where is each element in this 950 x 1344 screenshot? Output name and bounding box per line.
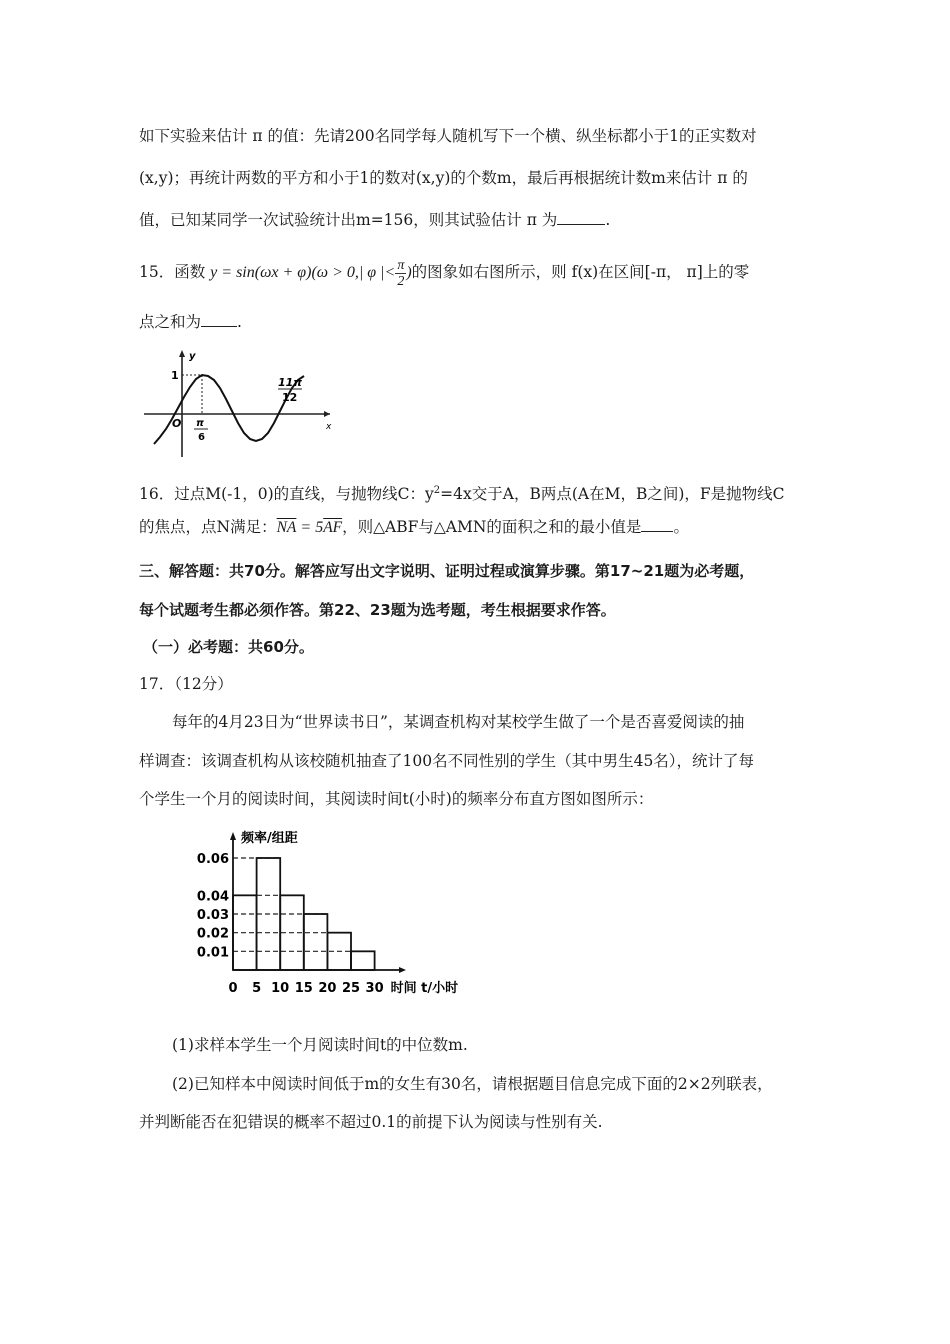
origin-label: O: [172, 417, 182, 430]
x-tick-label: 5: [252, 981, 262, 996]
p17-para3: 个学生一个月的阅读时间，其阅读时间t(小时)的频率分布直方图如图所示：: [139, 790, 654, 808]
p14-line3-text: 值，已知某同学一次试验统计出m=156，则其试验估计 π 为: [139, 211, 558, 229]
p15-formula-a: y = sin(ωx + φ)(ω > 0,| φ |<: [210, 264, 396, 281]
vector-af: $\overline{AF}$: [323, 519, 343, 536]
y-axis-label: y: [189, 351, 196, 362]
p14-line3: 值，已知某同学一次试验统计出m=156，则其试验估计 π 为 .: [139, 211, 611, 229]
x-tick-label: 25: [341, 981, 361, 996]
y-axis-title: 频率/组距: [241, 831, 298, 846]
y-tick-label: 0.03: [196, 908, 229, 923]
y-tick-label: 0.02: [196, 926, 229, 942]
y-axis-arrow-icon: [179, 350, 185, 357]
section3-line1: 三、解答题：共70分。解答应写出文字说明、证明过程或演算步骤。第17~21题为必考题，: [139, 562, 755, 580]
p15-line2: 点之和为 .: [139, 313, 242, 331]
p14-line1: 如下实验来估计 π 的值：先请200名同学每人随机写下一个横、纵坐标都小于1的正实数对: [139, 127, 757, 145]
p16-eq: = 5: [296, 519, 324, 536]
x-axis-title: 时间 t/小时: [390, 981, 459, 996]
p14-line2: (x,y)；再统计两数的平方和小于1的数对(x,y)的个数m，最后再根据统计数m来估计 π 的: [139, 169, 748, 187]
x-tick-label: 0: [228, 981, 238, 996]
x-axis-label: x: [326, 422, 332, 432]
section3-line2: 每个试题考生都必须作答。第22、23题为选考题，考生根据要求作答。: [139, 601, 616, 619]
y-axis-arrow-icon: [230, 832, 236, 840]
y-one-label: 1: [171, 369, 179, 382]
p16-line1: [139, 481, 785, 504]
p17-para2: 样调查：该调查机构从该校随机抽查了100名不同性别的学生（其中男生45名），统计了每: [139, 752, 755, 770]
pi-over-2: $\frac{\pi}{2}$: [397, 257, 405, 289]
answer-blank-16: [641, 517, 673, 532]
p17-q2-line1: (2)已知样本中阅读时间低于m的女生有30名，请根据题目信息完成下面的2×2列联表，: [172, 1075, 773, 1093]
p15-line1: [139, 252, 749, 293]
y-tick-label: 0.04: [196, 889, 229, 905]
x-tick-label: 30: [365, 981, 384, 996]
y-tick-label: 0.06: [196, 852, 229, 867]
p17-q2-line2: 并判断能否在犯错误的概率不超过0.1的前提下认为阅读与性别有关.: [139, 1113, 603, 1131]
histogram-chart: [180, 820, 490, 1005]
bar-15-20: [304, 914, 328, 970]
p16-text-c: 的焦点，点N满足：: [139, 518, 277, 536]
p16-text-b: =4x交于A，B两点(A在M，B之间)，F是抛物线C: [440, 485, 785, 504]
answer-blank-15: [201, 312, 237, 327]
vector-na: $\overline{NA}$: [276, 519, 297, 536]
eleven-pi-num: 11π: [278, 376, 303, 389]
p17-head: 17．（12分）: [139, 675, 233, 693]
p17-q1: (1)求样本学生一个月阅读时间t的中位数m.: [172, 1036, 468, 1054]
section3-sub: （一）必考题：共60分。: [143, 638, 314, 656]
x-tick-label: 20: [318, 981, 337, 996]
p15-tail: 的图象如右图所示，则 f(x)在区间[-π， π]上的零: [411, 263, 750, 281]
x-tick-label: 10: [271, 981, 290, 996]
bar-25-30: [351, 951, 375, 970]
y-tick-label: 0.01: [196, 945, 229, 961]
x-tick-label: 15: [294, 981, 313, 996]
answer-blank-14: [557, 210, 605, 225]
p16-text-a: 16．过点M(-1，0)的直线，与抛物线C：y: [139, 485, 434, 504]
x-axis-arrow-icon: [324, 411, 330, 417]
eleven-pi-den: 12: [282, 391, 298, 404]
p17-para1: 每年的4月23日为“世界读书日”，某调查机构对某校学生做了一个是否喜爱阅读的抽: [172, 713, 745, 731]
p16-sup: 2: [433, 485, 441, 496]
p15-line2-text: 点之和为: [139, 313, 202, 331]
p16-line2: 的焦点，点N满足：$\overline{NA} = 5\overline{AF}$，则△ABF与△AMN的面积之和的最小值是 。: [139, 518, 689, 536]
pi-over-6-den: 6: [198, 432, 205, 443]
p15-num: 15．函数: [139, 263, 206, 281]
p16-text-d: ，则△ABF与△AMN的面积之和的最小值是: [342, 518, 642, 536]
sine-graph-figure: [140, 345, 335, 460]
x-axis-arrow-icon: [399, 967, 406, 973]
pi-over-6-num: π: [196, 418, 204, 429]
p15-formula-b: ): [406, 264, 412, 281]
